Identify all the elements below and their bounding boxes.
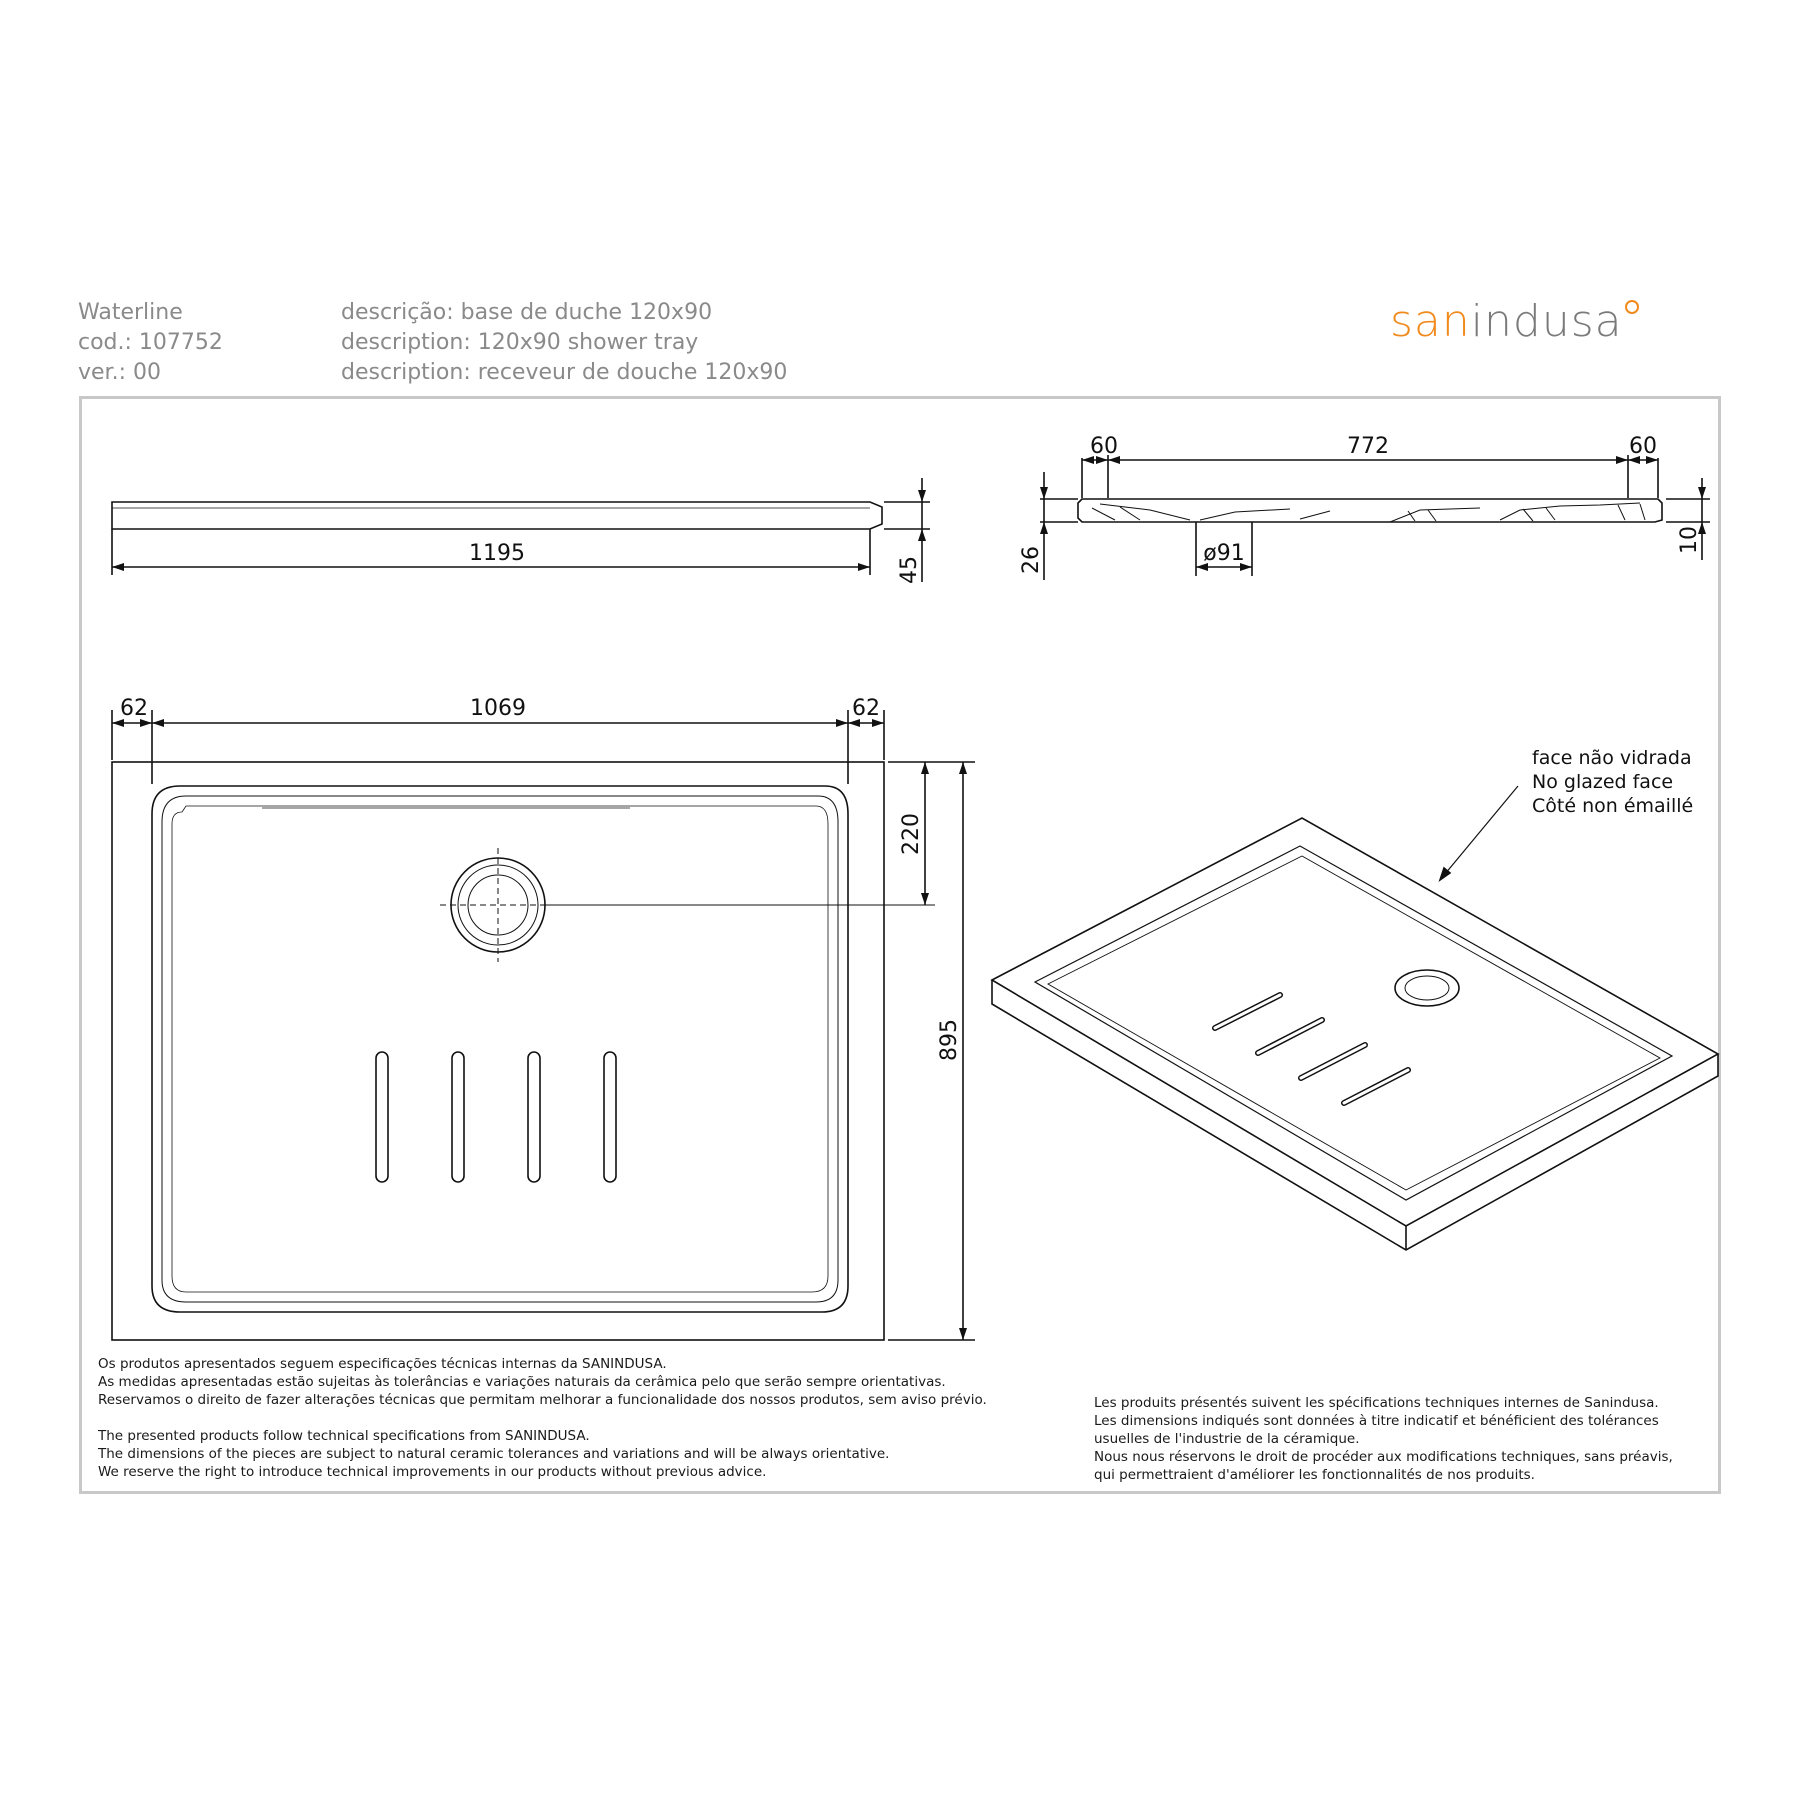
description-pt: descrição: base de duche 120x90 <box>341 300 713 325</box>
iso-top-face <box>992 818 1718 1226</box>
note-line: Reservamos o direito de fazer alterações técnicas que permitam melhorar a funcionalidade dos nossos produtos, sem aviso prévio. <box>98 1392 987 1408</box>
dim-label-1195: 1195 <box>469 541 525 566</box>
dim-label-side-mid: 772 <box>1347 434 1389 459</box>
side-view-outline <box>1078 499 1662 522</box>
anti-slip-strips <box>376 1052 616 1182</box>
notes-portuguese <box>98 1355 987 1409</box>
dim-label-side-left: 60 <box>1090 434 1118 459</box>
annotation-leader-arrow <box>1440 786 1518 880</box>
note-line: Nous nous réservons le droit de procéder aux modifications techniques, sans préavis, <box>1094 1449 1673 1465</box>
notes-french <box>1094 1394 1673 1484</box>
dim-label-895: 895 <box>937 1019 962 1061</box>
product-version: ver.: 00 <box>78 360 161 385</box>
product-code: cod.: 107752 <box>78 330 223 355</box>
dim-label-top-right: 62 <box>852 696 880 721</box>
note-line: The dimensions of the pieces are subject to natural ceramic tolerances and variations and will be always orientative. <box>98 1446 890 1462</box>
product-name: Waterline <box>78 300 183 325</box>
logo-text-indusa: indusa <box>1470 296 1623 347</box>
dim-label-top-left: 62 <box>120 696 148 721</box>
note-line: qui permettraient d'améliorer les fonctionnalités de nos produits. <box>1094 1467 1535 1483</box>
unglazed-face-annotation <box>1532 746 1693 818</box>
logo-text-san: san <box>1390 296 1471 347</box>
isometric-view <box>992 786 1718 1250</box>
dim-label-26: 26 <box>1019 546 1044 574</box>
note-line: Os produtos apresentados seguem especificações técnicas internas da SANINDUSA. <box>98 1356 667 1372</box>
notes-english <box>98 1427 889 1481</box>
note-line: Les produits présentés suivent les spécifications techniques internes de Sanindusa. <box>1094 1395 1659 1411</box>
side-view <box>1040 455 1710 580</box>
note-line: usuelles de l'industrie de la céramique. <box>1094 1431 1360 1447</box>
dim-label-10: 10 <box>1677 526 1702 554</box>
iso-anti-slip-strips <box>1215 995 1408 1103</box>
annotation-fr: Côté non émaillé <box>1532 795 1694 817</box>
annotation-en: No glazed face <box>1532 771 1674 793</box>
iso-basin-outer <box>1035 846 1672 1200</box>
description-en: description: 120x90 shower tray <box>341 330 699 355</box>
dim-label-220: 220 <box>899 813 924 855</box>
front-view <box>112 478 930 582</box>
description-fr: description: receveur de douche 120x90 <box>341 360 788 385</box>
note-line: As medidas apresentadas estão sujeitas às tolerâncias e variações naturais da cerâmica pelo que serão sempre orientativas. <box>98 1374 946 1390</box>
dim-label-drain: ø91 <box>1203 541 1245 566</box>
front-view-outline <box>112 502 882 529</box>
top-view <box>112 710 975 1340</box>
dim-label-side-right: 60 <box>1629 434 1657 459</box>
note-line: The presented products follow technical specifications from SANINDUSA. <box>98 1428 590 1444</box>
note-line: Les dimensions indiqués sont données à titre indicatif et bénéficient des tolérances <box>1094 1413 1659 1429</box>
annotation-pt: face não vidrada <box>1532 747 1692 769</box>
dim-label-45: 45 <box>897 556 922 584</box>
dim-label-top-mid: 1069 <box>470 696 526 721</box>
note-line: We reserve the right to introduce technical improvements in our products without previous advice. <box>98 1464 767 1480</box>
